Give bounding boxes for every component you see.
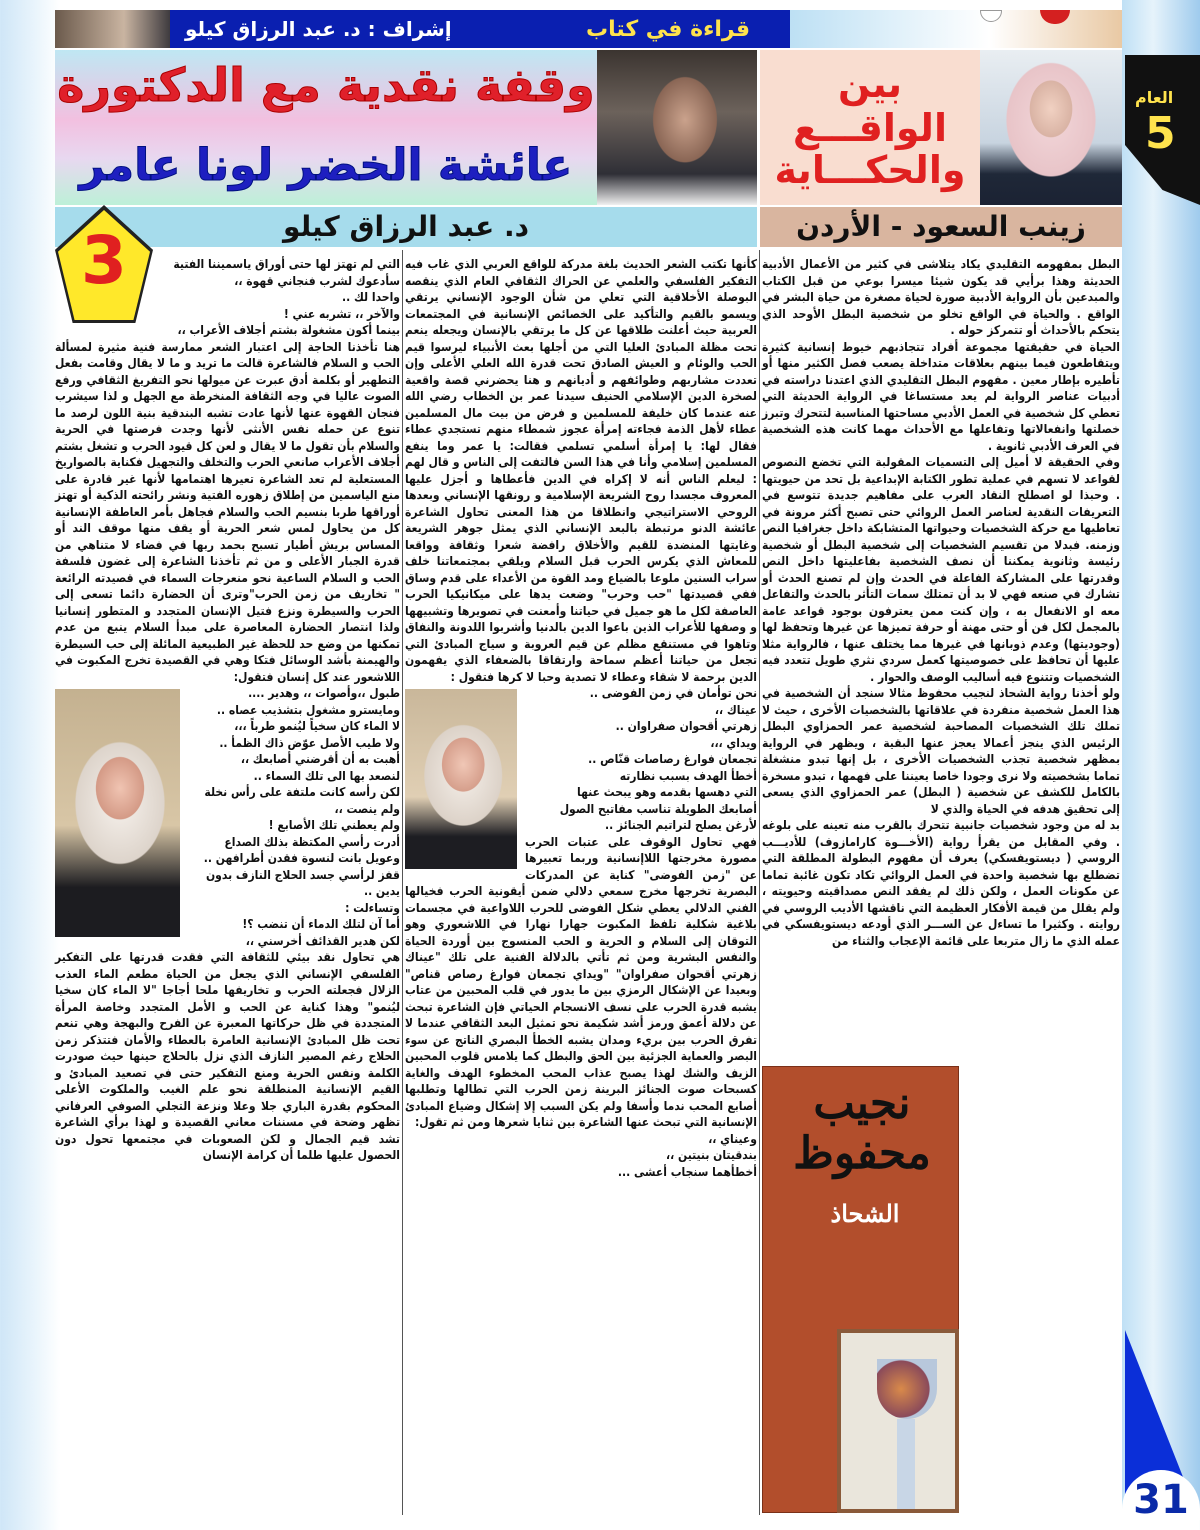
article-title-line2: عائشة الخضر لونا عامر (79, 140, 573, 191)
article-middle-column (405, 256, 757, 1180)
poem-line: التي دهسها بقدمه وهو يبحث عنها (577, 785, 757, 799)
section-title: قراءة في كتاب (586, 16, 750, 42)
poem-line: أما آن لتلك الدماء أن تنضب ؟! (242, 917, 400, 931)
poem-line: بندقيتان بنيتين ،، (666, 1148, 757, 1162)
poem-line: ومايسترو مشغول بتشذيب عصاه .. (216, 702, 400, 717)
poem-line: بينما أكون مشغولة بشتم أجلاف الأعراب ،، (177, 323, 400, 337)
masthead-decoration (790, 10, 1122, 48)
right-article-title-line1: بين الواقـــع (793, 62, 947, 150)
book-cover-title: الشحاذ (830, 1199, 900, 1228)
page-number: 31 (1122, 1470, 1200, 1520)
column-divider (759, 250, 760, 1515)
right-article-body (762, 256, 1120, 1513)
paragraph: وفي الحقيقة لا أميل إلى التسميات المقولبة التي تخضع النصوص لقواعد لا تسهم في عملية تطور الكتابة الإبداعية بل تحد من حيويتها . وحبذا لو اصطلح النقاد العرب على مفاهيم جديدة تتوسع في التعريفات النقدية لعناصر العمل الروائي حتى تصبح أكثر مرونة في تعاطيها مع حركة الشخصيات وحيواتها المتشابكة داخل جغرافيا النص وزمنه. فبدلا من تقسيم الشخصيات إلى شخصية البطل أو شخصية رئيسة وثانوية يمكننا أن نصف الشخصية بفاعليتها داخل النص وقدرتها على المشاركة الفاعلة في الحدث وإن لم تصنع الحدث أو تشارك في صنعه فهي لا بد أن تمتلك سمات التأثر بالحدث والتفاعل معه او الانفعال به ، وإن كنت ممن يعترفون بوجود قواعد عامة بالمجمل لكل فن أو حتى مهنة أو حرفة تميزها عن غيرها وتحفظ لها (وجوديتها) وعدم ذوبانها في غيرها مما يختلف عنها ، فالرواية مثلا عليها أن تحافظ على خصوصيتها كعمل سردي نثري طويل تتعدد فيه الشخصيات وتتنوع فيه أساليب الوصف والحوار . (762, 455, 1120, 684)
paragraph: هنا تأخذنا الحاجة إلى اعتبار الشعر ممارسة فنية مثيرة لمسألة الحب و السلام فالشاعرة قالت ما تريد و ما لا يقال وقامت بفعل التطهير أو بكلمة أدق عبرت عن ميولها نحو التفريغ الثقافي ورفع الصوت عاليا في وجه الثقافة المنخرطة مع الجهل و لذا سيشرب فنجان القهوة عنها لأنها عادت تشبه البندقية بنية اللون لرصد ما تنوع عن حمله نفس الأنثى لأنها وجدت فرصتها في الحرية والسلام بأن تقول ما لا يقال و لعن كل قيود الحرب و تشغل بشتم أجلاف الأعراب صانعي الحرب والتخلف والتجهيل فكناية بالصواريخ المستعلية لم تعد الشاعرة تعيرها اهتمامها لأنها غير قادرة على منع الياسمين من إطلاق زهوره الفتية ونشر رائحته الذكية أو تهتز أوراقها طربا بنسيم الحب والسلام فجاهل بأمر العاطفة الإنسانية كل من يحاول لمس شعر الحرية أو يقف منها موقف الند أو المساس بريش أطيار تسبح بحمد ربها في فضاء لا متناهي من قدرة الجبار الأعلى و من ثم تأخذنا الشاعرة إلى غضون فلسفة الحب و السلام الساعية نحو منعرجات السماء في قصيدته الرائعة " تخاريف من زمن الحرب"وترى أن الحضارة دائما تسعى إلى الحرب والسيطرة ونزع فتيل الإنسان المتجدد و المتطور إنسانيا ولذا انتصار الحضارة المعاصرة على مبدأ السلام ينبع من عدم تمكنها من وضع حد للحظة غير الطبيعية المائلة إلى حب السيطرة والهيمنة بأشد الوسائل فتكا وهي في القصيدة تخرج المكبوت في اللاشعور عند كل إنسان فتقول: (55, 339, 400, 684)
article-title-panel (55, 50, 597, 205)
poem-line: أخطأهما سنجاب أعشى ... (617, 1164, 757, 1179)
poem-line: والآخر ،، تشربه عني ! (283, 306, 400, 321)
column-divider (402, 250, 403, 1515)
paragraph: بد له من وجود شخصيات جانبية تتحرك بالقرب منه تعينه على بلوغه . وفي المقابل من يقرأ رواية (الأخـــوة كارامازوف) للأديـــب الروسي ( ديستويفسكي) يعرف أن مفهوم البطولة المطلقة التي تضطلع بها شخصية واحدة في العمل الروائي تكاد تكون غائبة تماما عن مكونات العمل ، ولكن ذلك لم يفقد النص مصداقيته وحيويته ، ولم يقلل من قيمة الأفكار العظيمة التي ناقشها الأديب الروسي في روايته . وكثيرا ما تساءل عن الســـر الذي أودعه ديستويفسكي في عمله الذي ما زال متربعا على قائمة الإعجاب والثناء من (762, 818, 1120, 948)
poem-line: نحن توأمان في زمن الفوضى .. (589, 686, 757, 700)
poem-line: واحدا لك .. (342, 290, 400, 304)
article-title-line1: وقفة نقدية مع الدكتورة (57, 58, 595, 112)
poem-line: طبول ،،وأصوات ،، وهدير .... (248, 686, 400, 700)
poem-line: أهبت به أن أقرضني أصابعك ،، (240, 752, 400, 766)
poem-excerpt (405, 1131, 757, 1181)
article-left-column (55, 256, 400, 1164)
book-cover-author: نجيب محفوظ (793, 1078, 931, 1179)
right-article-title-line2: والحكـــاية (774, 148, 966, 192)
poem-line: تجمعان فوارغ رصاصات قنّاص .. (588, 752, 757, 766)
author-photo (597, 50, 757, 205)
year-label: العام (1135, 88, 1174, 107)
supervisor-photo (55, 10, 170, 48)
page-frame-decoration (1122, 0, 1200, 1520)
poem-line: وعويل بانت لنسوة فقدن أطرافهن .. (203, 851, 400, 865)
right-article-title-panel (760, 50, 980, 205)
paragraph: البطل بمفهومه التقليدي يكاد يتلاشى في كثير من الأعمال الأدبية الحديثة وهذا برأيي قد يكون شيئا ميسرا بوعي من قبل الكتاب والمبدعين بأن الرواية الأدبية صورة لحياة مصغرة من حياة البشر في الواقع . والحياة في الواقع تخلو من شخصية البطل الأوحد الذي يتحكم بالأحداث أو تتمركز حوله . (762, 257, 1120, 337)
paragraph: فهي تحاول الوقوف على عتبات الحرب مصورة مخرجتها اللاإنسانية وربما تعبيرها عن "زمن الفوضى" كناية عن المدركات البصرية تخرجها مخرج سمعي دلالي ضمن أيقونية الحرب فخيالها الفني الدلالي يعطي شكل الفوضى للحرب اللاواعية في مجسمات بلاغية شكلية تلفظ المكبوت جهارا نهارا في اللاشعوري وهو التوقان إلى السلام و الحرية و الحب المنسوج بين أوردة الحياة والنفس البشرية ومن ثم تأتي بالدلالة الفنية على تلك "عيناك زهرتي أقحوان صفراوان" "ويداي تجمعان فوارغ رصاص قناص" وبعيدا عن الإشكال الرمزي بين ما يدور في قلب المحبين من عتاب يشبه قدرة الحرب على نسف الانسجام الحياتي فإن الشاعرة تبحث عن دلالة أعمق ورمز أشد شكيمة نحو تمثيل البعد الثقافي عندما لا تفرق الحرب بين بريء ومدان يشبه الخطأ البصري الناتج عن سوء البصر والعماية الجزئية بين الحق والبطل كما يلامس قلوب المحبين الزيف والشك لهذا يصبح عذاب المحب المخطوء الهدف والغاية كسبحات صوت الجنائز البرينة زمن الحرب التي تطالها وتطلبها أصابع المحب ندما وأسفا ولم يكن السبب إلا إشكال وضياع المبادئ الإنسانية التي تبحث عنها الشاعرة بين ثنايا شعرها ومن ثم تقول: (405, 834, 757, 1129)
paragraph: الحياة في حقيقتها مجموعة أفراد تتجاذبهم خيوط إنسانية كثيرة ويتقاطعون فيما بينهم بعلاقات متداخلة يصعب فصل الكثير منها أو تأطيره بإطار معين . مفهوم البطل التقليدي الذي اعتدنا دراسته في أدبيات عناصر الرواية لم يعد مستساغا في الرواية الحديثة التي تعطي كل شخصية في العمل الأدبي مساحتها المناسبة لتتحرك وتبرز خصلتها وانفعالاتها وتفاعلها مع الأحداث مهما كانت هذه الشخصية في العرف الأدبي ثانوية . (762, 339, 1120, 453)
poem-line: أصابعك الطويلة تناسب مفاتيح الصول (559, 801, 757, 816)
poem-line: قفز لرأسي جسد الحلاج النازف بدون يدين .. (205, 867, 400, 898)
right-author-photo (980, 50, 1122, 205)
paragraph: كأنها تكتب الشعر الحديث بلغة مدركة للواقع العربي الذي غاب فيه التفكير الفلسفي والعلمي عن الحراك الثقافي العام الذي ينقصه البوصلة الأخلاقية التي تعلي من شأن الوجود الإنساني يرتقي ويسمو بالقيم والتأكيد على الخصائص الإنسانية في المجتمعات العربية حيث أعلنت طلاقها عن كل ما يرتقي بالإنسان ويجعله ينعم تحت مظلة المبادئ العليا التي من أجلها بعث الأنبياء ليرسوا قيم الحب والوئام و العيش الصادق تحت قدرة الله العلي الأعلى وإن تعددت مشاربهم وطوائفهم و أديانهم و هنا يحضرني قصة واقعية لصخرة الدين الإسلامي الحنيف سيدنا عمر بن الخطاب رضي الله عنه عندما كان خليفة للمسلمين و فرض من بيت مال المسلمين عطاء لأهل الذمة فجاءته إمرأة عجوز شمطاء منهم تستجدي عطاء فقال لها: يا إمرأة أسلمي تسلمي فقالت: يا عمر وما ينفع المسلمين إسلامي وأنا في هذا السن فالتفت إلى الناس و قال لهم : ليعلم الناس أنه لا إكراه في الدين فأعطاها و أجزل عليها المعروف مجسدا روح الشريعة الإسلامية و رونقها الإنساني وبعدها الروحي الاستراتيجي وانطلاقا من هذا المعنى تحاول الشاعرة عائشة الدنو مرتبطة بالبعد الإنساني الذي يمثل جوهر الشريعة وغايتها المنضدة للقيم والأخلاق رافضة شعرا وثقافة وواقعا للمعاش الذي يكرس الحرب قبل السلام ويلقي بمجتمعاتنا خلف سراب السنين ملوعا بالضياع ومد القوة من الأعداء على قدم وساق ففي قصيدتها "حب وحرب" وضعت يدها على ميكانيكيا الحرب العاصفة لكل ما هو جميل في حياتنا وأمعنت في تصويرها وتشبيهها و وصفها للأعراب الذين باعوا الدين بالدنيا وأشربوا اللدونة والنفاق وتاهوا في مستنقع مظلم عن قيم العروبة و سياج المبادئ التي تجعل من حياتنا أعظم سماحة وارتقاقا بالضعفاء الذي يفهمون الدين برحمة لا شقاء وعطاء لا تصدية وحبا لا كرها فتقول : (405, 257, 757, 684)
article-byline: د. عبد الرزاق كيلو (55, 207, 757, 247)
fruit-bowl-illustration (877, 1359, 937, 1419)
right-article-byline: زينب السعود - الأردن (760, 207, 1122, 247)
poem-line: سأدعوك لشرب فنجاني قهوة ،، (234, 273, 400, 288)
paragraph: ولو أخذنا رواية الشحاذ لنجيب محفوظ مثالا سنجد أن الشخصية في هذا العمل شخصية منفردة في علاقاتها بالشخصيات الأخرى ، حيث لا تملك تلك الشخصيات المصاحبة لشخصية عمر الحمزاوي البطل الرئيس الذي ينجز أعمالا يعجز عنها البقية ، ويظهر في الرواية بمظهر شخصية تجذب الشخصيات الأخرى ، بل إنها تبدو منشغلة تماما بشخصيته ولا نرى وجودا خاصا يعيننا على فهمها ، تبدو مسخرة بالكامل للكشف عن شخصية ( البطل) عمر الحمزاوي الذي يسعى إلى تحقيق هدفه في الحياة والذي لا (762, 686, 1120, 816)
poet-photo-large (55, 689, 180, 937)
bowl-stem-illustration (897, 1419, 915, 1509)
poem-line: ويداي ،،، (710, 735, 757, 750)
year-number: 5 (1145, 108, 1176, 159)
poem-line: ولم يعطني تلك الأصابع ! (268, 818, 400, 832)
poem-line: لكن رأسه كانت ملتفة على رأس نخلة (204, 785, 400, 799)
paragraph: هي تحاول نقد بيئي للثقافة التي فقدت قدرتها على التفكير الفلسفي الإنساني الذي يجعل من الحياة مطعم الماء العذب الزلال فجعلته الحرب و تخاريفها ملحا أجاجا "لا الماء كان سخيا ليُنمو" وهذا كناية عن الحب و الأمل المتجدد وخاصة المرأة المتجددة في ظل حركاتها المعبرة عن الفرح والبهجة وهي تنعم تحت ظل المبادئ الإنسانية العامرة بالعطاء والأمان فتتذكر زمن الحلاج رغم المصير النازف الذي نزل بالحلاج حينها حيث صودرت الكلمة ونفس الحرية ومنع التفكير حتى في تصعيد المبادئ و القيم الإنسانية المنطلقة نحو علم الغيب والملكوت الأعلى المحكوم بقدرة الباري جلا وعلا ونزعة التجلي الصوفي العرفاني تظهر وضحة في مسننات معاني القصيدة و لهذا برأي الشاعرة تشد قيم الجمال و لكن الصعوبات في مجتمعها تحول دون الحصول عليها طلما أن كرامة الإنسان (55, 950, 400, 1162)
poem-line: لا الماء كان سخياً ليُنمو طرباً ،،، (234, 719, 400, 733)
supervision-credit: إشراف : د. عبد الرزاق كيلو (185, 17, 452, 41)
poem-line: أدرت رأسي المكتظة بذلك الصداع (224, 834, 400, 849)
poem-line: ولم ينصت ،، (334, 801, 400, 816)
poem-line: أخطأ الهدف بسبب نظارته (619, 768, 757, 783)
poem-line: وعيناي ،، (708, 1131, 757, 1146)
book-cover-image (762, 1066, 959, 1513)
part-number: 3 (81, 222, 127, 299)
poem-line: عيناك ،، (714, 702, 757, 717)
poem-line: لأرغن يصلح لتراتيم الجنائز .. (604, 818, 757, 832)
poem-line: التي لم تهتز لها حتى أوراق ياسميننا الفتية (173, 257, 400, 271)
poem-line: وتساءلت : (345, 900, 400, 915)
poet-photo (405, 689, 517, 869)
poem-line: لكن هدير القذائف أخرسني ،، (245, 933, 400, 948)
poem-line: لنصعد بها الى تلك السماء .. (253, 768, 400, 783)
poem-line: ولا طيب الأصل عوّض ذاك الظمأ .. (219, 735, 400, 750)
poem-line: زهرتي أقحوان صفراوان .. (615, 719, 757, 733)
